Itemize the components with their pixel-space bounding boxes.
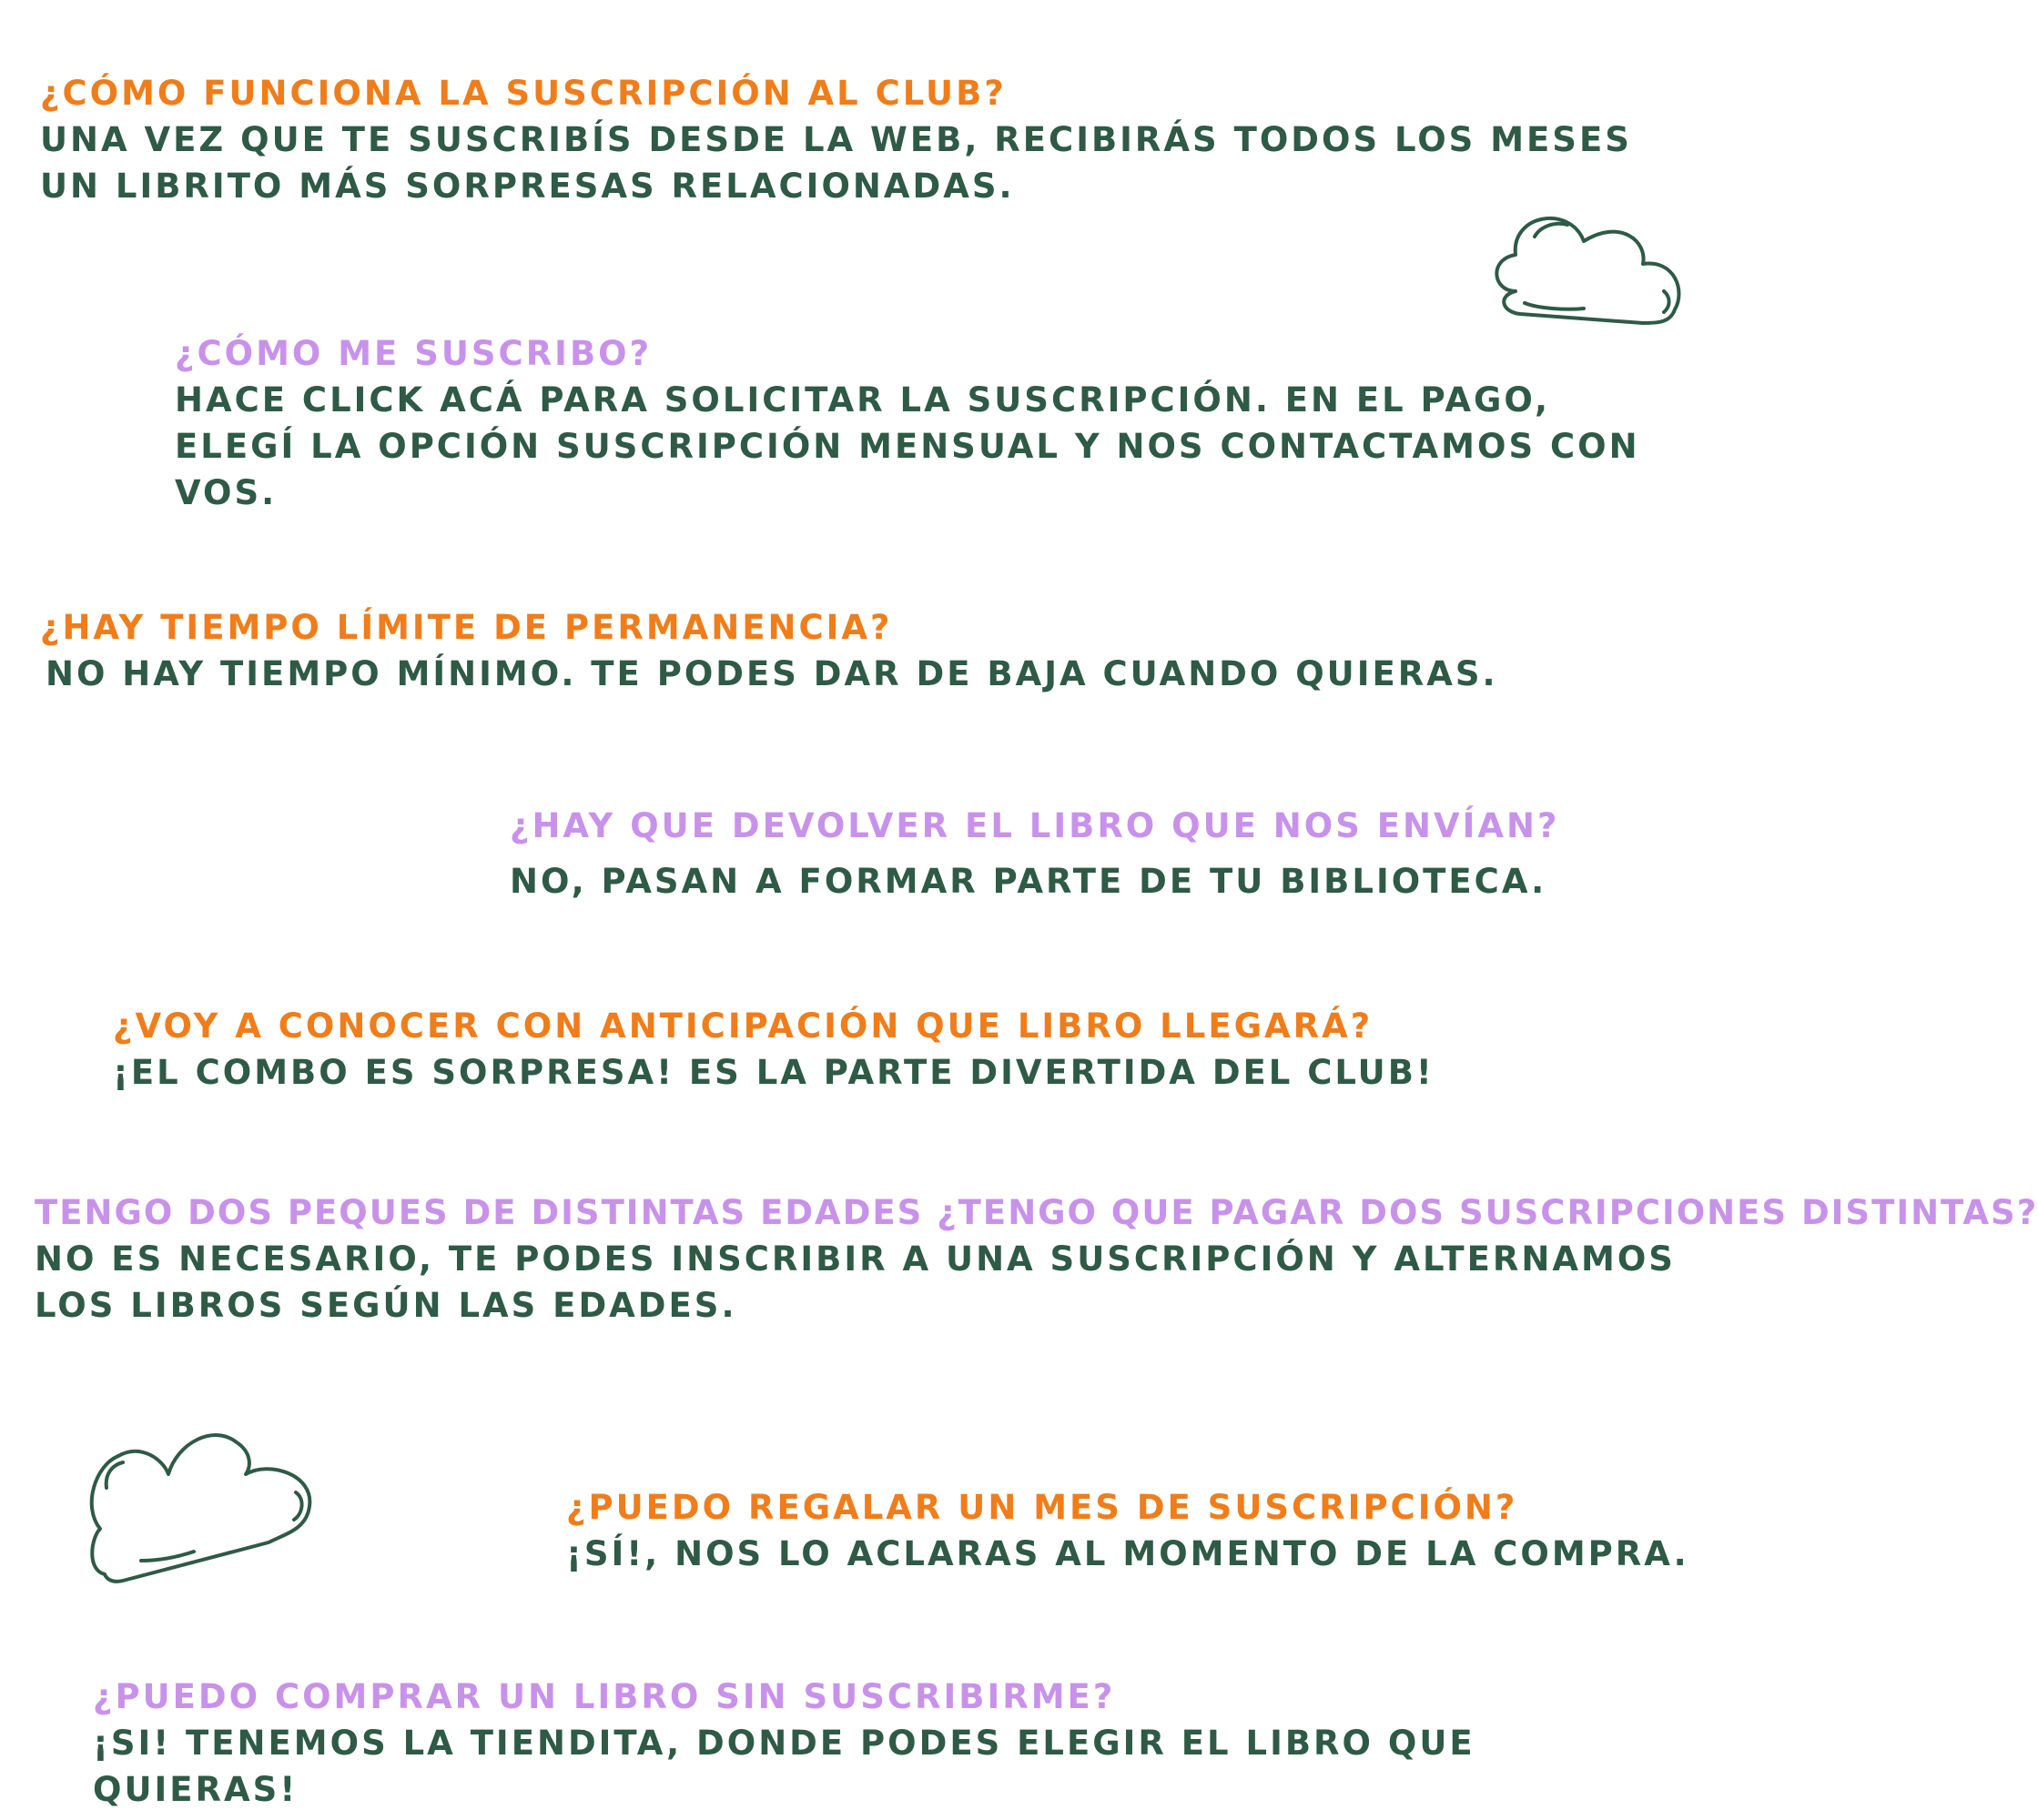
faq-item-gift: [566, 1485, 1704, 1577]
faq-item-buy-without-subscribe: [93, 1674, 1640, 1813]
faq-question: ¿HAY TIEMPO LÍMITE DE PERMANENCIA?: [40, 608, 893, 647]
faq-answer: ¡SÍ!, NOS LO ACLARAS AL MOMENTO DE LA COMPRA.: [566, 1534, 1689, 1573]
faq-item-how-subscribe: [175, 331, 1686, 516]
faq-item-return-book: [510, 804, 1693, 905]
faq-answer: NO, PASAN A FORMAR PARTE DE TU BIBLIOTECA.: [510, 862, 1547, 901]
cloud-outline-icon: [1484, 205, 1693, 346]
faq-question: ¿HAY QUE DEVOLVER EL LIBRO QUE NOS ENVÍAN?: [510, 806, 1560, 845]
faq-item-subscription-how: [40, 71, 1678, 209]
faq-answer: HACE CLICK ACÁ PARA SOLICITAR LA SUSCRIPCIÓN. EN EL PAGO, ELEGÍ LA OPCIÓN SUSCRIPCIÓN MENSUAL Y NOS CONTACTAMOS CON VOS.: [175, 380, 1640, 512]
faq-question: ¿VOY A CONOCER CON ANTICIPACIÓN QUE LIBRO LLEGARÁ?: [113, 1006, 1374, 1046]
faq-answer: NO HAY TIEMPO MÍNIMO. TE PODES DAR DE BAJA CUANDO QUIERAS.: [46, 654, 1498, 693]
faq-question: ¿PUEDO COMPRAR UN LIBRO SIN SUSCRIBIRME?: [93, 1677, 1116, 1716]
faq-item-time-limit: [40, 605, 1587, 697]
faq-item-two-kids: [35, 1190, 2038, 1329]
faq-answer: ¡SI! TENEMOS LA TIENDITA, DONDE PODES ELEGIR EL LIBRO QUE QUIERAS!: [93, 1724, 1475, 1809]
faq-answer: ¡EL COMBO ES SORPRESA! ES LA PARTE DIVERTIDA DEL CLUB!: [113, 1053, 1435, 1092]
faq-question: TENGO DOS PEQUES DE DISTINTAS EDADES ¿TENGO QUE PAGAR DOS SUSCRIPCIONES DISTINTAS?: [35, 1193, 2038, 1232]
faq-answer: NO ES NECESARIO, TE PODES INSCRIBIR A UNA SUSCRIPCIÓN Y ALTERNAMOS LOS LIBROS SEGÚN LAS EDADES.: [35, 1239, 1676, 1325]
faq-question: ¿CÓMO ME SUSCRIBO?: [175, 334, 653, 373]
faq-question: ¿CÓMO FUNCIONA LA SUSCRIPCIÓN AL CLUB?: [40, 74, 1007, 113]
faq-answer: UNA VEZ QUE TE SUSCRIBÍS DESDE LA WEB, RECIBIRÁS TODOS LOS MESES UN LIBRITO MÁS SORPRESAS RELACIONADAS.: [40, 120, 1632, 206]
faq-question: ¿PUEDO REGALAR UN MES DE SUSCRIPCIÓN?: [566, 1488, 1518, 1527]
cloud-outline-icon: [86, 1424, 323, 1588]
faq-item-know-book: [113, 1004, 1660, 1096]
